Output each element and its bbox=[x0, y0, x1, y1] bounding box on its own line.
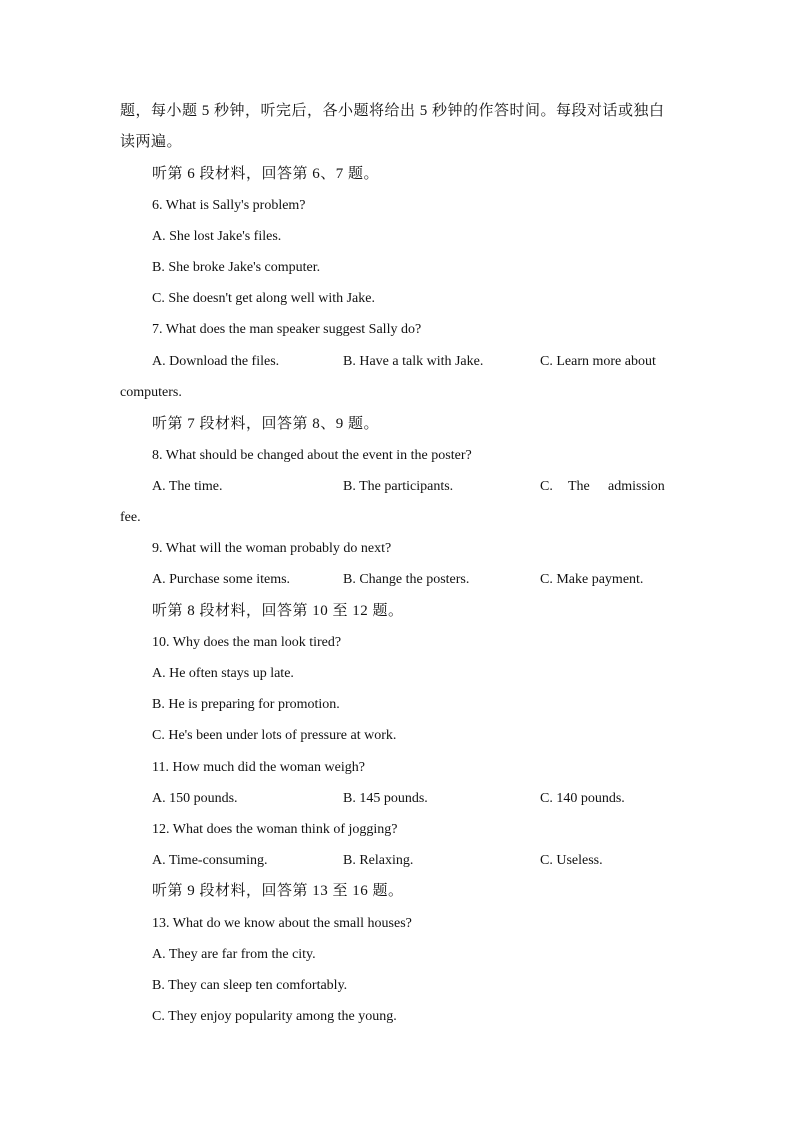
q10-option-a: A. He often stays up late. bbox=[152, 666, 294, 681]
q7-options bbox=[152, 352, 674, 372]
q11-option-a: A. 150 pounds. bbox=[152, 791, 238, 806]
q12-options bbox=[152, 851, 674, 871]
q6-option-a: A. She lost Jake's files. bbox=[152, 229, 282, 244]
q9-option-c: C. Make payment. bbox=[540, 572, 644, 587]
section-8-heading: 听第 8 段材料，回答第 10 至 12 题。 bbox=[152, 603, 404, 619]
question-13: 13. What do we know about the small houses? bbox=[152, 916, 412, 931]
q12-option-c: C. Useless. bbox=[540, 853, 603, 868]
q12-option-a: A. Time-consuming. bbox=[152, 853, 268, 868]
section-7-heading: 听第 7 段材料，回答第 8、9 题。 bbox=[152, 416, 380, 432]
question-12: 12. What does the woman think of jogging? bbox=[152, 822, 398, 837]
section-9-heading: 听第 9 段材料，回答第 13 至 16 题。 bbox=[152, 883, 404, 899]
q9-option-a: A. Purchase some items. bbox=[152, 572, 291, 587]
question-11: 11. How much did the woman weigh? bbox=[152, 760, 365, 775]
q13-option-a: A. They are far from the city. bbox=[152, 947, 316, 962]
q8-option-c-continued: fee. bbox=[120, 510, 141, 525]
q7-option-a: A. Download the files. bbox=[152, 354, 280, 369]
q8-option-c-word-1: The bbox=[568, 479, 590, 494]
q8-option-c-word-2: admission bbox=[608, 479, 665, 494]
q8-option-a: A. The time. bbox=[152, 479, 223, 494]
q11-options bbox=[152, 789, 674, 809]
q6-option-b: B. She broke Jake's computer. bbox=[152, 260, 321, 275]
q7-option-c-continued: computers. bbox=[120, 385, 182, 400]
intro-line-2: 读两遍。 bbox=[120, 134, 183, 150]
q8-option-c-letter: C. bbox=[540, 479, 553, 494]
q11-option-c: C. 140 pounds. bbox=[540, 791, 625, 806]
q12-option-b: B. Relaxing. bbox=[343, 853, 414, 868]
q8-option-c bbox=[540, 477, 670, 497]
question-9: 9. What will the woman probably do next? bbox=[152, 541, 392, 556]
q13-option-b: B. They can sleep ten comfortably. bbox=[152, 978, 348, 993]
q9-options bbox=[152, 570, 674, 590]
q9-option-b: B. Change the posters. bbox=[343, 572, 470, 587]
q8-options bbox=[152, 477, 674, 497]
q10-option-b: B. He is preparing for promotion. bbox=[152, 697, 340, 712]
q6-option-c: C. She doesn't get along well with Jake. bbox=[152, 291, 375, 306]
q7-option-c: C. Learn more about bbox=[540, 354, 656, 369]
question-8: 8. What should be changed about the event in the poster? bbox=[152, 448, 472, 463]
section-6-heading: 听第 6 段材料，回答第 6、7 题。 bbox=[152, 166, 380, 182]
q10-option-c: C. He's been under lots of pressure at work. bbox=[152, 728, 397, 743]
q13-option-c: C. They enjoy popularity among the young. bbox=[152, 1009, 397, 1024]
intro-line-1: 题，每小题 5 秒钟，听完后，各小题将给出 5 秒钟的作答时间。每段对话或独白 bbox=[120, 103, 665, 119]
question-10: 10. Why does the man look tired? bbox=[152, 635, 342, 650]
question-7: 7. What does the man speaker suggest Sally do? bbox=[152, 322, 422, 337]
q11-option-b: B. 145 pounds. bbox=[343, 791, 428, 806]
question-6: 6. What is Sally's problem? bbox=[152, 198, 306, 213]
q7-option-b: B. Have a talk with Jake. bbox=[343, 354, 484, 369]
q8-option-b: B. The participants. bbox=[343, 479, 454, 494]
